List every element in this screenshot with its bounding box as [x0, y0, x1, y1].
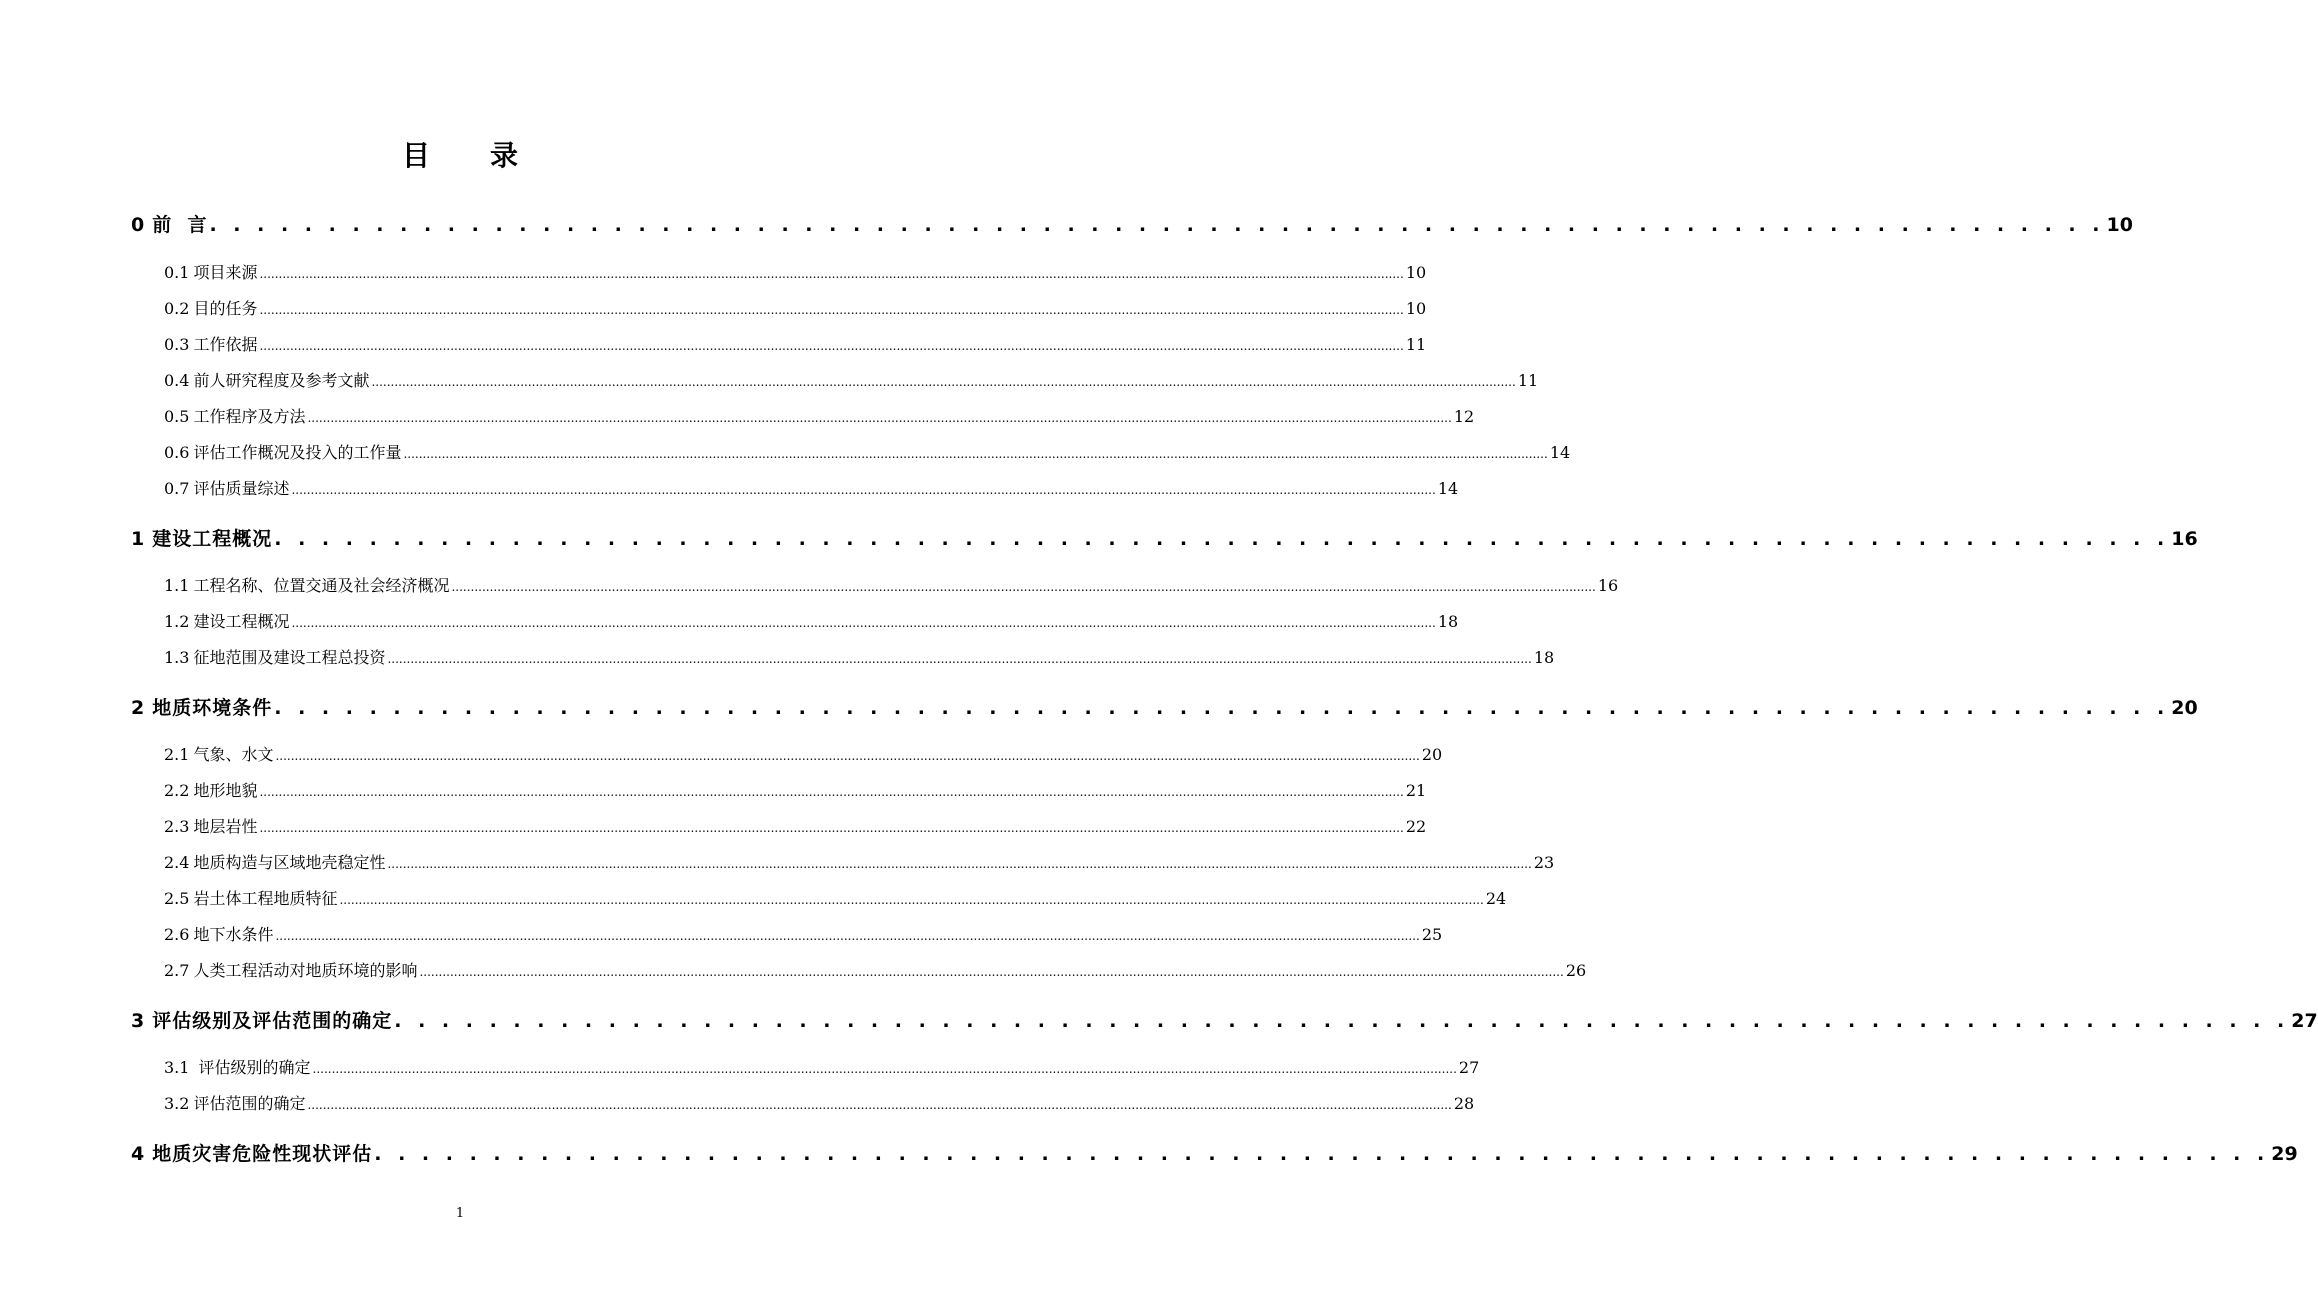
- toc-chapter-entry[interactable]: [131, 524, 2198, 554]
- toc-chapter-entry[interactable]: [131, 693, 2198, 723]
- toc-entry-title: 地质构造与区域地壳稳定性: [193, 853, 386, 872]
- toc-entry-page: 27: [1458, 1058, 1480, 1077]
- toc-dot-leader: ............................................................................................................................................................................................................................................................................................................: [403, 447, 1548, 461]
- toc-section-entry[interactable]: [164, 1055, 1480, 1079]
- toc-section-entry[interactable]: [164, 850, 1555, 874]
- toc-entry-page: 27: [2291, 1010, 2318, 1032]
- toc-entry-page: 10: [2106, 214, 2133, 236]
- toc-entry-page: 11: [1517, 371, 1539, 390]
- toc-dot-leader: ............................................................................................................................................................................................................................................................................................................: [312, 1062, 1457, 1076]
- toc-entry-page: 11: [1405, 335, 1427, 354]
- toc-section-entry[interactable]: [164, 609, 1459, 633]
- toc-chapter-entry[interactable]: [131, 1006, 2318, 1036]
- toc-dot-leader: ............................................................................................................................................................................................................................................................................................................: [307, 1098, 1452, 1112]
- toc-section-entry[interactable]: [164, 440, 1571, 464]
- toc-entry-title: 工程名称、位置交通及社会经济概况: [193, 576, 450, 595]
- toc-section-entry[interactable]: [164, 368, 1539, 392]
- toc-dot-leader: ............................................................................................................................................................................................................................................................................................................: [275, 929, 1420, 943]
- toc-entry-number: 0: [131, 214, 145, 236]
- toc-dot-leader: ............................................................................................................................................................................................................................................................................................................: [259, 303, 1404, 317]
- toc-dot-leader: ............................................................................................................................................................................................................................................................................................................: [387, 857, 1532, 871]
- toc-dot-leader: ............................................................................................................................................................................................................................................................................................................: [259, 821, 1404, 835]
- toc-entry-title: 评估工作概况及投入的工作量: [193, 443, 402, 462]
- toc-entry-page: 18: [1533, 648, 1555, 667]
- toc-title: 目录: [401, 139, 578, 172]
- toc-dot-leader: ............................................................................................................................................................................................................................................................................................................: [291, 616, 1436, 630]
- toc-entry-page: 20: [2171, 697, 2198, 719]
- toc-entry-page: 16: [2171, 528, 2198, 550]
- toc-entry-number: 0.4: [164, 371, 190, 390]
- toc-entry-title: 前 言: [152, 214, 208, 236]
- toc-entry-page: 14: [1549, 443, 1571, 462]
- toc-entry-title: 评估级别及评估范围的确定: [152, 1010, 393, 1032]
- toc-dot-leader: ............................................................................................................................................................................................................................................................................................................: [259, 339, 1404, 353]
- toc-entry-page: 10: [1405, 263, 1427, 282]
- toc-entry-number: 0.6: [164, 443, 190, 462]
- toc-section-entry[interactable]: [164, 886, 1507, 910]
- toc-chapter-entry[interactable]: [131, 1139, 2298, 1169]
- toc-entry-page: 24: [1485, 889, 1507, 908]
- toc-entry-page: 23: [1533, 853, 1555, 872]
- toc-dot-leader: ............................................................................................................................................................................................................................................................................................................: [387, 652, 1532, 666]
- toc-entry-page: 18: [1437, 612, 1459, 631]
- page-number: 1: [455, 1206, 465, 1221]
- toc-entry-number: 2.1: [164, 745, 190, 764]
- toc-entry-number: 3.1: [164, 1058, 190, 1077]
- toc-entry-page: 29: [2271, 1143, 2298, 1165]
- toc-section-entry[interactable]: [164, 814, 1427, 838]
- toc-entry-title: 地质灾害危险性现状评估: [152, 1143, 373, 1165]
- toc-entry-title: 目的任务: [193, 299, 258, 318]
- toc-entry-page: 21: [1405, 781, 1427, 800]
- toc-entry-number: 1: [131, 528, 145, 550]
- toc-entry-page: 28: [1453, 1094, 1475, 1113]
- toc-dot-leader: ............................................................................................................................................................................................................................................................................................................: [275, 749, 1420, 763]
- toc-entry-title: 地层岩性: [193, 817, 258, 836]
- toc-dot-leader: ............................................................................................................................................................................................................................................................................................................: [259, 267, 1404, 281]
- toc-entry-title: 工作依据: [193, 335, 258, 354]
- toc-entry-number: 2.2: [164, 781, 190, 800]
- toc-section-entry[interactable]: [164, 742, 1443, 766]
- toc-dot-leader: . . . . . . . . . . . . . . . . . . . . . . . . . . . . . . . . . . . . . . . . . . . . . . . . . . . . . . . . . . . . . . . . . . . . . . . . . . . . . . . .: [209, 214, 2105, 236]
- toc-entry-number: 2.6: [164, 925, 190, 944]
- toc-dot-leader: ............................................................................................................................................................................................................................................................................................................: [307, 411, 1452, 425]
- toc-dot-leader: . . . . . . . . . . . . . . . . . . . . . . . . . . . . . . . . . . . . . . . . . . . . . . . . . . . . . . . . . . . . . . . . . . . . . . . . . . . . . . . .: [394, 1010, 2290, 1032]
- toc-section-entry[interactable]: [164, 645, 1555, 669]
- toc-entry-page: 14: [1437, 479, 1459, 498]
- toc-dot-leader: ............................................................................................................................................................................................................................................................................................................: [451, 580, 1596, 594]
- toc-entry-title: 人类工程活动对地质环境的影响: [193, 961, 418, 980]
- toc-entry-page: 26: [1565, 961, 1587, 980]
- toc-dot-leader: ............................................................................................................................................................................................................................................................................................................: [339, 893, 1484, 907]
- toc-entry-title: 建设工程概况: [152, 528, 273, 550]
- toc-entry-number: 2.3: [164, 817, 190, 836]
- toc-entry-title: 地形地貌: [193, 781, 258, 800]
- toc-entry-page: 16: [1597, 576, 1619, 595]
- toc-entry-title: 地质环境条件: [152, 697, 273, 719]
- toc-entry-title: 前人研究程度及参考文献: [193, 371, 370, 390]
- toc-section-entry[interactable]: [164, 296, 1427, 320]
- toc-entry-page: 12: [1453, 407, 1475, 426]
- toc-entry-title: 气象、水文: [193, 745, 274, 764]
- toc-entry-number: 0.3: [164, 335, 190, 354]
- toc-dot-leader: ............................................................................................................................................................................................................................................................................................................: [371, 375, 1516, 389]
- toc-entry-number: 1.2: [164, 612, 190, 631]
- toc-section-entry[interactable]: [164, 1091, 1475, 1115]
- toc-section-entry[interactable]: [164, 476, 1459, 500]
- toc-entry-number: 2: [131, 697, 145, 719]
- toc-dot-leader: ............................................................................................................................................................................................................................................................................................................: [419, 965, 1564, 979]
- toc-entry-title: 工作程序及方法: [193, 407, 306, 426]
- toc-entry-title: 评估级别的确定: [193, 1058, 311, 1077]
- toc-entry-title: 岩土体工程地质特征: [193, 889, 338, 908]
- toc-entry-number: 3.2: [164, 1094, 190, 1113]
- toc-entry-number: 1.3: [164, 648, 190, 667]
- toc-dot-leader: ............................................................................................................................................................................................................................................................................................................: [259, 785, 1404, 799]
- toc-entry-page: 10: [1405, 299, 1427, 318]
- toc-entry-page: 25: [1421, 925, 1443, 944]
- toc-entry-title: 征地范围及建设工程总投资: [193, 648, 386, 667]
- toc-dot-leader: . . . . . . . . . . . . . . . . . . . . . . . . . . . . . . . . . . . . . . . . . . . . . . . . . . . . . . . . . . . . . . . . . . . . . . . . . . . . . . . .: [374, 1143, 2270, 1165]
- toc-entry-page: 20: [1421, 745, 1443, 764]
- toc-entry-title: 评估范围的确定: [193, 1094, 306, 1113]
- toc-entry-number: 0.7: [164, 479, 190, 498]
- toc-section-entry[interactable]: [164, 404, 1475, 428]
- toc-section-entry[interactable]: [164, 260, 1427, 284]
- toc-entry-number: 3: [131, 1010, 145, 1032]
- toc-entry-number: 2.7: [164, 961, 190, 980]
- toc-entry-title: 地下水条件: [193, 925, 274, 944]
- toc-entry-number: 0.5: [164, 407, 190, 426]
- toc-dot-leader: ............................................................................................................................................................................................................................................................................................................: [291, 483, 1436, 497]
- toc-dot-leader: . . . . . . . . . . . . . . . . . . . . . . . . . . . . . . . . . . . . . . . . . . . . . . . . . . . . . . . . . . . . . . . . . . . . . . . . . . . . . . . .: [274, 697, 2170, 719]
- toc-section-entry[interactable]: [164, 573, 1619, 597]
- toc-entry-number: 0.1: [164, 263, 190, 282]
- toc-section-entry[interactable]: [164, 332, 1427, 356]
- toc-entry-title: 项目来源: [193, 263, 258, 282]
- toc-entry-title: 评估质量综述: [193, 479, 290, 498]
- toc-section-entry[interactable]: [164, 958, 1587, 982]
- toc-entry-number: 2.5: [164, 889, 190, 908]
- toc-chapter-entry[interactable]: [131, 210, 2133, 240]
- toc-entry-number: 1.1: [164, 576, 190, 595]
- toc-entry-page: 22: [1405, 817, 1427, 836]
- toc-entry-number: 4: [131, 1143, 145, 1165]
- toc-dot-leader: . . . . . . . . . . . . . . . . . . . . . . . . . . . . . . . . . . . . . . . . . . . . . . . . . . . . . . . . . . . . . . . . . . . . . . . . . . . . . . . .: [274, 528, 2170, 550]
- toc-section-entry[interactable]: [164, 778, 1427, 802]
- toc-entry-number: 2.4: [164, 853, 190, 872]
- toc-entry-number: 0.2: [164, 299, 190, 318]
- toc-section-entry[interactable]: [164, 922, 1443, 946]
- toc-entry-title: 建设工程概况: [193, 612, 290, 631]
